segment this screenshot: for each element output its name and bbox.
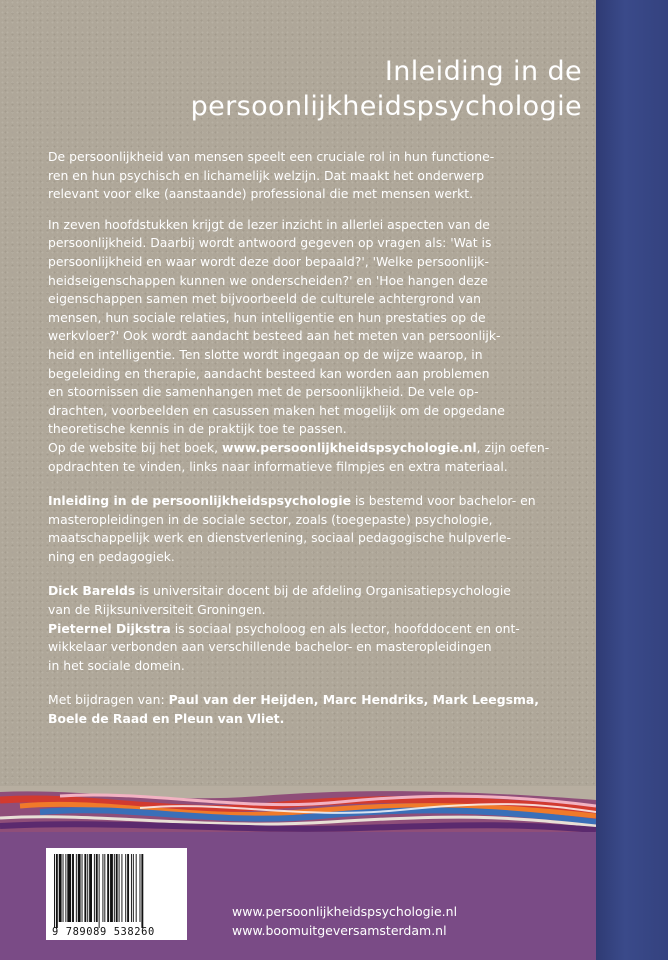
- contributors-names: Paul van der Heijden, Marc Hendriks, Mark Leegsma,: [168, 692, 539, 708]
- barcode-bar: [87, 854, 88, 922]
- website-mention-prefix: Op de website bij het boek,: [48, 439, 223, 455]
- author-bio: is sociaal psycholoog en als lector, hoofddocent en ont-: [170, 620, 520, 636]
- website-url-2[interactable]: www.boomuitgeversamsterdam.nl: [232, 923, 447, 938]
- audience-line-rest: is bestemd voor bachelor- en: [351, 493, 536, 509]
- barcode-bar: [65, 854, 66, 922]
- barcode-bar: [136, 854, 137, 922]
- description-paragraph: [48, 216, 548, 476]
- barcode-bar: [72, 854, 74, 922]
- description-line: persoonlijkheid en waar wordt deze door bepaald?', 'Welke persoonlijk-: [48, 253, 489, 269]
- barcode-bar: [121, 854, 122, 922]
- barcode-bar: [107, 854, 109, 922]
- barcode-bar: [76, 854, 77, 922]
- website-links: [232, 902, 457, 940]
- description-line: werkvloer?' Ook wordt aandacht besteed aan het meten van persoonlijk-: [48, 328, 501, 344]
- description-line: mensen, hun sociale relaties, hun intelligentie en hun prestaties op de: [48, 309, 486, 325]
- barcode-bar: [89, 854, 92, 922]
- swirl-graphic: [0, 786, 596, 832]
- barcode-bar: [63, 854, 64, 922]
- back-cover-text: [48, 148, 548, 729]
- description-line: begeleiding en therapie, aandacht besteed kan worden aan problemen: [48, 365, 490, 381]
- description-line: In zeven hoofdstukken krijgt de lezer inzicht in allerlei aspecten van de: [48, 216, 490, 232]
- description-line: eigenschappen samen met bijvoorbeeld de culturele achtergrond van: [48, 291, 481, 307]
- barcode-bar: [131, 854, 132, 922]
- barcode-bar: [82, 854, 83, 922]
- isbn-digits: 9 789089 538260: [52, 926, 155, 938]
- audience-paragraph: [48, 492, 548, 566]
- author-name: Dick Barelds: [48, 583, 136, 599]
- barcode-bar: [110, 854, 113, 922]
- description-line: opdrachten te vinden, links naar informatieve filmpjes en extra materiaal.: [48, 458, 508, 474]
- barcode-bar: [56, 854, 58, 928]
- barcode-bar: [140, 854, 141, 922]
- audience-line: [48, 492, 548, 511]
- book-title-line1: Inleiding in de: [384, 56, 582, 87]
- book-spine: [596, 0, 668, 960]
- barcode-bar: [84, 854, 86, 922]
- barcode-bar: [78, 854, 81, 922]
- intro-line: De persoonlijkheid van mensen speelt een cruciale rol in hun functione-: [48, 149, 495, 164]
- barcode-bar: [99, 854, 100, 928]
- audience-line: ning en pedagogiek.: [48, 548, 175, 564]
- book-title-line2: persoonlijkheidspsychologie: [190, 91, 582, 122]
- contributors-line: [48, 691, 548, 710]
- barcode-bar: [133, 854, 134, 922]
- author-line: van de Rijksuniversiteit Groningen.: [48, 602, 266, 618]
- contributors-line: [48, 710, 548, 729]
- description-line: heidseigenschappen kunnen we onderscheiden?' en 'Hoe hangen deze: [48, 272, 488, 288]
- barcode-bar: [59, 854, 62, 922]
- barcode-bar: [94, 854, 95, 922]
- audience-book-title: Inleiding in de persoonlijkheidspsychologie: [48, 493, 352, 509]
- barcode-bar: [67, 854, 71, 922]
- description-line: drachten, voorbeelden en casussen maken het mogelijk om de opgedane: [48, 402, 505, 418]
- description-line: en stoornissen die samenhangen met de persoonlijkheid. De vele op-: [48, 384, 479, 400]
- author-line: [48, 582, 548, 601]
- book-title: [191, 54, 582, 124]
- audience-line: maatschappelijk werk en dienstverlening, sociaal pedagogische hulpverle-: [48, 530, 511, 546]
- intro-line: ren en hun psychisch en lichamelijk welzijn. Dat maakt het onderwerp: [48, 167, 485, 183]
- author-line: in het sociale domein.: [48, 657, 185, 673]
- barcode-bar: [119, 854, 120, 922]
- barcode-bar: [127, 854, 129, 922]
- isbn-barcode: [46, 848, 187, 940]
- description-line: persoonlijkheid. Daarbij wordt antwoord gegeven op vragen als: 'Wat is: [48, 235, 492, 251]
- decorative-swirl-image: [0, 786, 596, 832]
- barcode-bar: [114, 854, 115, 922]
- barcode-bar: [141, 854, 143, 928]
- website-link-inline: www.persoonlijkheidspsychologie.nl: [222, 439, 477, 455]
- description-line: theoretische kennis in de praktijk toe te passen.: [48, 421, 347, 437]
- barcode-bar: [102, 854, 103, 922]
- barcode-bar: [104, 854, 105, 922]
- description-line: heid en intelligentie. Ten slotte wordt ingegaan op de wijze waarop, in: [48, 346, 483, 362]
- contributors-paragraph: [48, 691, 548, 728]
- website-url-1[interactable]: www.persoonlijkheidspsychologie.nl: [232, 904, 458, 919]
- barcode-bar: [96, 854, 98, 922]
- barcode-bar: [116, 854, 118, 922]
- website-mention-line: [48, 439, 548, 458]
- author-line: [48, 620, 548, 639]
- barcode-bar: [54, 854, 55, 928]
- audience-line: masteropleidingen in de sociale sector, zoals (toegepaste) psychologie,: [48, 511, 493, 527]
- intro-paragraph: [48, 148, 548, 204]
- authors-paragraph: [48, 582, 548, 675]
- author-line: wikkelaar verbonden aan verschillende bachelor- en masteropleidingen: [48, 639, 492, 655]
- barcode-bar: [125, 854, 126, 922]
- website-mention-suffix: , zijn oefen-: [476, 439, 550, 455]
- contributors-names: Boele de Raad en Pleun van Vliet.: [48, 711, 285, 727]
- author-bio: is universitair docent bij de afdeling Organisatiepsychologie: [135, 583, 511, 599]
- contributors-prefix: Met bijdragen van:: [48, 692, 169, 708]
- author-name: Pieternel Dijkstra: [48, 620, 171, 636]
- intro-line: relevant voor elke (aanstaande) professional die met mensen werkt.: [48, 186, 474, 202]
